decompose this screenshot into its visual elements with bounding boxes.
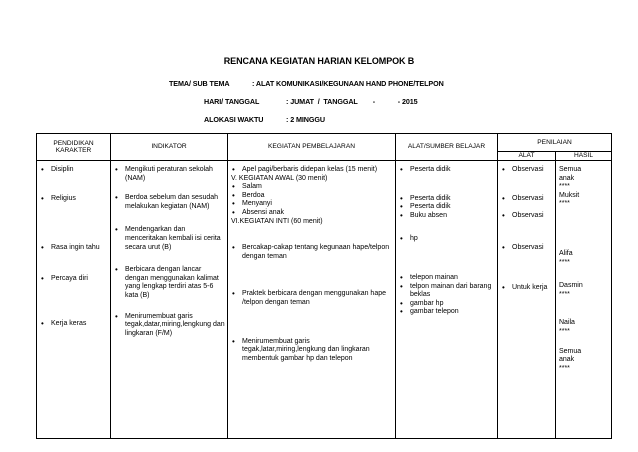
result-item: Dasmin **** (559, 282, 583, 298)
assessment-tool-item: • Observasi (501, 195, 553, 204)
header-assessment: PENILAIAN (498, 134, 612, 152)
result-item: Semua anak **** (559, 166, 582, 191)
tool-item: • Buku absen (399, 212, 495, 221)
tool-item: • gambar hp (399, 300, 495, 309)
date-value: : JUMAT / TANGGAL - - 2015 (286, 97, 418, 106)
assessment-tool-item: • Observasi (501, 166, 553, 175)
indicator-cell (111, 161, 228, 439)
header-assessment-result: HASIL (556, 152, 612, 161)
activity-list-item: • Absensi anak (231, 209, 393, 218)
daily-plan-table (36, 133, 612, 439)
activity-core-item: • Bercakap-cakap tentang kegunaan hape/telpon dengan teman (231, 244, 393, 261)
assessment-tools-cell (498, 161, 556, 439)
time-label: ALOKASI WAKTU (204, 115, 264, 124)
activity-list-item: • Berdoa (231, 192, 393, 201)
activity-opening-title: V. KEGIATAN AWAL (30 menit) (231, 174, 328, 182)
character-item: • Disiplin (40, 166, 108, 175)
indicator-item: • Berbicara dengan lancar dengan menggunakan kalimat yang lengkap terdiri atas 5-6 kata (B) (114, 266, 225, 300)
character-item: • Percaya diri (40, 275, 108, 284)
result-item: Alifa **** (559, 249, 573, 266)
result-item: Muksit **** (559, 191, 580, 208)
activity-list-item: • Salam (231, 183, 393, 192)
tool-item: • Peserta didik (399, 203, 495, 212)
character-cell (37, 161, 111, 439)
activity-list-item: • Menyanyi (231, 200, 393, 209)
header-assessment-tool: ALAT (498, 152, 556, 161)
results-cell (556, 161, 612, 439)
assessment-tool-item: • Observasi (501, 244, 553, 253)
header-character: PENDIDIKAN KARAKTER (37, 134, 111, 161)
tool-item: • telepon mainan (399, 274, 495, 283)
activity-core-item: • Praktek berbicara dengan menggunakan hape /telpon dengan teman (231, 290, 393, 307)
tool-item: • telpon mainan dari barang beklas (399, 283, 495, 300)
indicator-item: • Mendengarkan dan menceritakan kembali isi cerita secara urut (B) (114, 226, 225, 252)
indicator-item: • Menirumembuat garis tegak,datar,miring,lengkung dan lingkaran (F/M) (114, 313, 225, 339)
assessment-tool-item: • Observasi (501, 212, 553, 221)
tool-item: • hp (399, 235, 495, 244)
tool-item: • Peserta didik (399, 195, 495, 204)
indicator-item: • Berdoa sebelum dan sesudah melakukan kegiatan (NAM) (114, 194, 225, 211)
character-item: • Kerja keras (40, 320, 108, 329)
tool-item: • Peserta didik (399, 166, 495, 175)
header-tools: ALAT/SUMBER BELAJAR (396, 134, 498, 161)
character-item: • Rasa ingin tahu (40, 244, 108, 253)
theme-value: : ALAT KOMUNIKASI/KEGUNAAN HAND PHONE/TELPON (252, 79, 444, 88)
document-title: RENCANA KEGIATAN HARIAN KELOMPOK B (223, 56, 415, 66)
tools-cell (396, 161, 498, 439)
result-item: Semua anak **** (559, 347, 582, 372)
result-item: Naila **** (559, 319, 575, 335)
character-item: • Religius (40, 195, 108, 204)
tool-item: • gambar telepon (399, 308, 495, 317)
assessment-tool-item: • Untuk kerja (501, 284, 553, 293)
activity-core-item: • Menirumembuat garis tegak,latar,miring,lengkung dan lingkaran membentuk gambar hp dan telepon (231, 338, 393, 364)
theme-label: TEMA/ SUB TEMA (169, 79, 230, 88)
header-indicator: INDIKATOR (111, 134, 228, 161)
activity-core-title: VI.KEGIATAN INTI (60 menit) (231, 217, 323, 225)
activity-cell (228, 161, 396, 439)
time-value: : 2 MINGGU (286, 115, 325, 124)
indicator-item: • Mengikuti peraturan sekolah (NAM) (114, 166, 225, 183)
activity-opening-item: • Apel pagi/berbaris didepan kelas (15 menit) (231, 166, 393, 175)
header-activity: KEGIATAN PEMBELAJARAN (228, 134, 396, 161)
date-label: HARI/ TANGGAL (204, 97, 260, 106)
